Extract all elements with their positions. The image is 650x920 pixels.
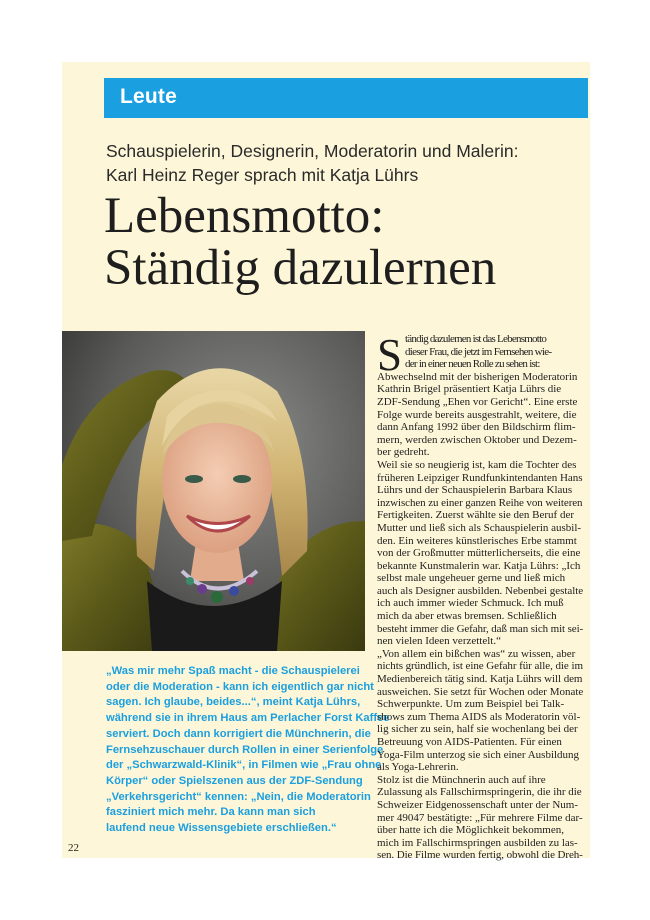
section-bar: [104, 78, 588, 118]
kicker-line: Karl Heinz Reger sprach mit Katja Lührs: [106, 165, 419, 185]
page-number: 22: [68, 842, 79, 854]
kicker-line: Schauspielerin, Designerin, Moderatorin und Malerin:: [106, 141, 519, 161]
article-line: Lührs und der Schauspielerin Barbara Klaus: [377, 484, 573, 497]
article-line: der in einer neuen Rolle zu sehen ist:: [405, 358, 540, 371]
article-line: Kathrin Brigel präsentiert Katja Lührs die: [377, 383, 562, 396]
article-line: Zulassung als Fallschirmspringerin, die ihr die: [377, 786, 582, 799]
article-line: auch als Designer ausbilden. Nebenbei gestalte: [377, 584, 584, 597]
caption-line: laufend neue Wissensgebiete erschließen.“: [106, 822, 337, 835]
article-line: sen. Die Filme wurden fertig, obwohl die Dreh-: [377, 849, 583, 862]
article-line: dann Anfang 1992 über den Bildschirm flim-: [377, 421, 576, 434]
caption-line: fasziniert mich mehr. Da kann man sich: [106, 806, 316, 819]
article-line: inzwischen zu einer ganzen Reihe von weiteren: [377, 496, 583, 509]
caption-line: der „Schwarzwald-Klinik“, in Filmen wie „Frau ohne: [106, 759, 382, 772]
article-line: selbst male ungeheuer gerne und ließ mich: [377, 572, 566, 585]
article-line: besteht immer die Gefahr, daß man sich mit sei-: [377, 622, 584, 635]
article-line: als Yoga-Lehrerin.: [377, 761, 459, 774]
article-line: dieser Frau, die jetzt im Fernsehen wie-: [405, 345, 552, 358]
headline-line: Ständig dazulernen: [104, 240, 497, 296]
caption-line: „Verkehrsgericht“ kennen: „Nein, die Moderatorin: [106, 790, 371, 803]
article-line: lig sicher zu sein, half sie wochenlang bei der: [377, 723, 578, 736]
article-line: ber gedreht.: [377, 446, 430, 459]
photo-caption: [106, 664, 390, 837]
caption-line: oder die Moderation - kann ich eigentlich gar nicht: [106, 680, 374, 693]
article-line: mern, werden zwischen Oktober und Dezem-: [377, 433, 577, 446]
caption-line: serviert. Doch dann korrigiert die Münchnerin, die: [106, 727, 371, 740]
article-line: Stolz ist die Münchnerin auch auf ihre: [377, 773, 546, 786]
article-line: Medienbereich tätig sind. Katja Lührs will dem: [377, 673, 583, 686]
article-line: mich im Fallschirmspringen ausbilden zu las-: [377, 836, 578, 849]
article-line: den. Ein weiteres künstlerisches Erbe stammt: [377, 534, 577, 547]
portrait-photo: [62, 331, 365, 651]
article-line: nichts gründlich, ist eine Gefahr für alle, die im: [377, 660, 583, 673]
kicker: [106, 139, 576, 187]
article-line: von der Großmutter mütterlicherseits, die eine: [377, 547, 581, 560]
article-line: bekannte Kunstmalerin war. Katja Lührs: „Ich: [377, 559, 581, 572]
article-line: Abwechselnd mit der bisherigen Moderatorin: [377, 370, 578, 383]
caption-line: sagen. Ich glaube, beides...“, meint Katja Lührs,: [106, 696, 361, 709]
headline: [104, 190, 584, 294]
headline-line: Lebensmotto:: [104, 188, 385, 244]
article-line: „Von allem ein bißchen was“ zu wissen, aber: [377, 647, 576, 660]
article-line: Mutter und ließ sich als Schauspielerin ausbil-: [377, 521, 582, 534]
drop-cap: S: [377, 330, 403, 380]
article-line: früheren Leipziger Rundfunkintendanten Hans: [377, 471, 583, 484]
article-line: mich da aber etwas bremsen. Schließlich: [377, 610, 557, 623]
article-line: Folge wurde bereits ausgestrahlt, weitere, die: [377, 408, 577, 421]
article-line: Betreuung von AIDS-Patienten. Für einen: [377, 736, 562, 748]
article-line: Schwerpunkte. Um zum Beispiel bei Talk-: [377, 698, 565, 711]
article-body: [377, 330, 584, 862]
caption-line: während sie in ihrem Haus am Perlacher Forst Kaffee: [106, 712, 390, 725]
article-line: shows zum Thema AIDS als Moderatorin völ-: [377, 710, 581, 723]
article-line: nen vielen Ideen verzettelt.“: [377, 635, 501, 648]
article-line: über hatte ich die Möglichkeit bekommen,: [377, 824, 564, 837]
article-line: ausweichen. Sie setzt für Wochen oder Monate: [377, 685, 584, 698]
article-line: Yoga-Film unterzog sie sich einer Ausbildung: [377, 748, 580, 761]
section-label: Leute: [120, 85, 178, 108]
caption-line: „Was mir mehr Spaß macht - die Schauspielerei: [106, 665, 360, 677]
article-line: ZDF-Sendung „Ehen vor Gericht“. Eine erste: [377, 395, 578, 408]
article-line: Schweizer Eidgenossenschaft unter der Num-: [377, 798, 578, 811]
article-line: ich auch immer wieder Schmuck. Ich muß: [377, 597, 564, 610]
article-line: Weil sie so neugierig ist, kam die Tochter des: [377, 458, 577, 471]
article-line: tändig dazulernen ist das Lebensmotto: [405, 333, 547, 345]
article-line: mer 49047 bestätigte: „Für mehrere Filme dar-: [377, 811, 583, 824]
caption-line: Körper“ oder Spielszenen aus der ZDF-Sendung: [106, 774, 363, 787]
caption-line: Fernsehzuschauer durch Rollen in einer Serienfolge: [106, 743, 384, 756]
article-line: Fertigkeiten. Zuerst wählte sie den Beruf der: [377, 509, 575, 522]
